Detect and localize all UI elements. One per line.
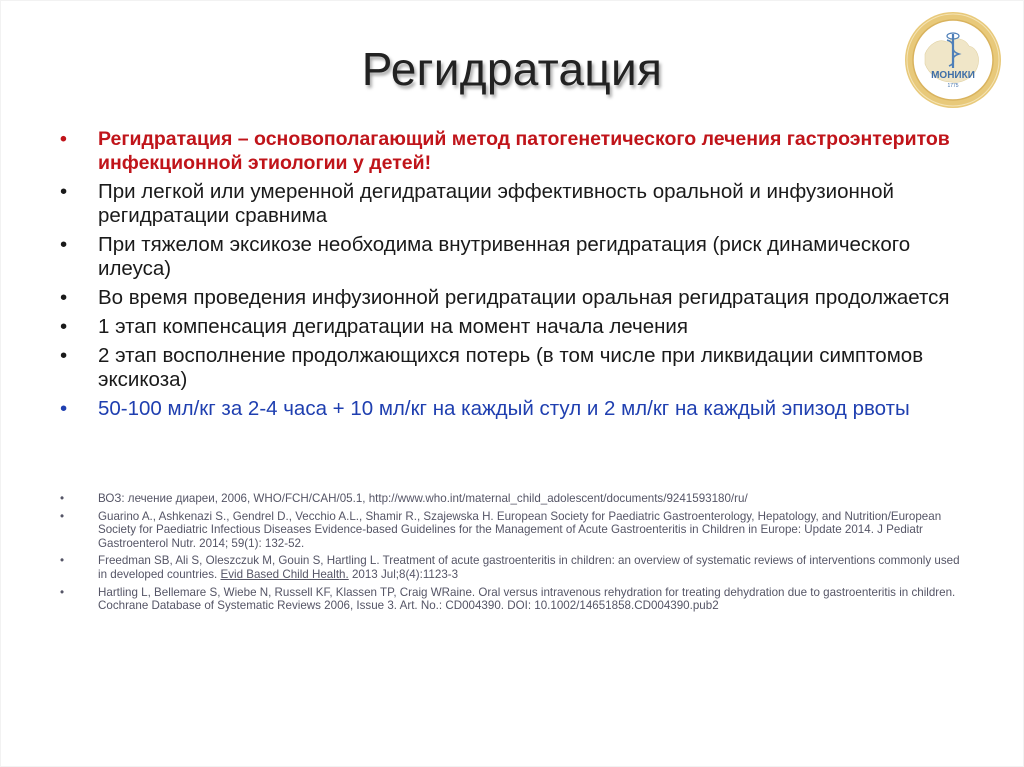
reference-item xyxy=(60,510,970,551)
logo-name: МОНИКИ xyxy=(931,70,975,81)
bullet-marker: • xyxy=(60,344,68,367)
reference-text: Guarino A., Ashkenazi S., Gendrel D., Vecchio A.L., Shamir R., Szajewska H. European Society for Paediatric Gastroenterology, Hepatology, and Nutrition/European Society for Paediatric Infectious Diseases Evidence-based Guidelines for the Management of Acute Gastroenteritis in Children in Europe: Update 2014. J Pediatr Gastroenterol Nutr. 2014; 59(1): 132-52. xyxy=(98,509,942,550)
reference-marker: • xyxy=(60,509,65,523)
reference-list xyxy=(60,492,970,617)
bullet-text: При тяжелом эксикозе необходима внутривенная регидратация (риск динамического илеуса) xyxy=(98,233,911,280)
bullet-text: 1 этап компенсация дегидратации на момент начала лечения xyxy=(98,315,688,338)
bullet-text: При легкой или умеренной дегидратации эффективность оральной и инфузионной регидратации сравнима xyxy=(98,180,894,227)
reference-text: Freedman SB, Ali S, Oleszczuk M, Gouin S, Hartling L. Treatment of acute gastroenteritis in children: an overview of systematic reviews of interventions commonly used in developed countries. xyxy=(98,554,960,581)
bullet-item xyxy=(60,315,980,339)
bullet-list xyxy=(60,127,980,426)
moniki-logo xyxy=(903,10,1003,110)
bullet-marker: • xyxy=(60,286,68,309)
bullet-text: 50-100 мл/кг за 2-4 часа + 10 мл/кг на каждый стул и 2 мл/кг на каждый эпизод рвоты xyxy=(98,397,910,420)
bullet-item-key-point xyxy=(60,127,980,175)
reference-text: Hartling L, Bellemare S, Wiebe N, Russell KF, Klassen TP, Craig WRaine. Oral versus intravenous rehydration for treating dehydration due to gastroenteritis in children. Cochrane Database of Systematic Reviews 2006, Issue 3. Art. No.: CD004390. DOI: 10.1002/14651858.CD004390.pub2 xyxy=(98,585,956,613)
reference-text-tail: 2013 Jul;8(4):1123-3 xyxy=(348,567,459,581)
bullet-marker: • xyxy=(60,128,67,150)
journal-link[interactable]: Evid Based Child Health. xyxy=(220,567,349,581)
slide-title: Регидратация xyxy=(361,43,663,95)
reference-item xyxy=(60,492,970,506)
bullet-item xyxy=(60,180,980,228)
bullet-text: Регидратация – основополагающий метод патогенетического лечения гастроэнтеритов инфекционной этиологии у детей! xyxy=(98,128,950,174)
bullet-item-dosage xyxy=(60,397,980,421)
reference-marker: • xyxy=(60,585,65,599)
reference-marker: • xyxy=(60,554,65,568)
bullet-text: Во время проведения инфузионной регидратации оральная регидратация продолжается xyxy=(98,286,950,309)
reference-marker: • xyxy=(60,492,65,505)
bullet-item xyxy=(60,233,980,281)
reference-text: ВОЗ: лечение диареи, 2006, WHO/FCH/CAH/05.1, http://www.who.int/maternal_child_adolescent/documents/9241593180/ru/ xyxy=(98,492,748,505)
reference-item xyxy=(60,554,970,581)
logo-year: 1775 xyxy=(947,83,959,89)
reference-item xyxy=(60,586,970,613)
bullet-marker: • xyxy=(60,233,68,256)
bullet-marker: • xyxy=(60,315,68,338)
bullet-item xyxy=(60,344,980,392)
bullet-item xyxy=(60,286,980,310)
bullet-text: 2 этап восполнение продолжающихся потерь (в том числе при ликвидации симптомов эксикоза) xyxy=(98,344,924,391)
bullet-marker: • xyxy=(60,397,68,420)
bullet-marker: • xyxy=(60,180,68,203)
